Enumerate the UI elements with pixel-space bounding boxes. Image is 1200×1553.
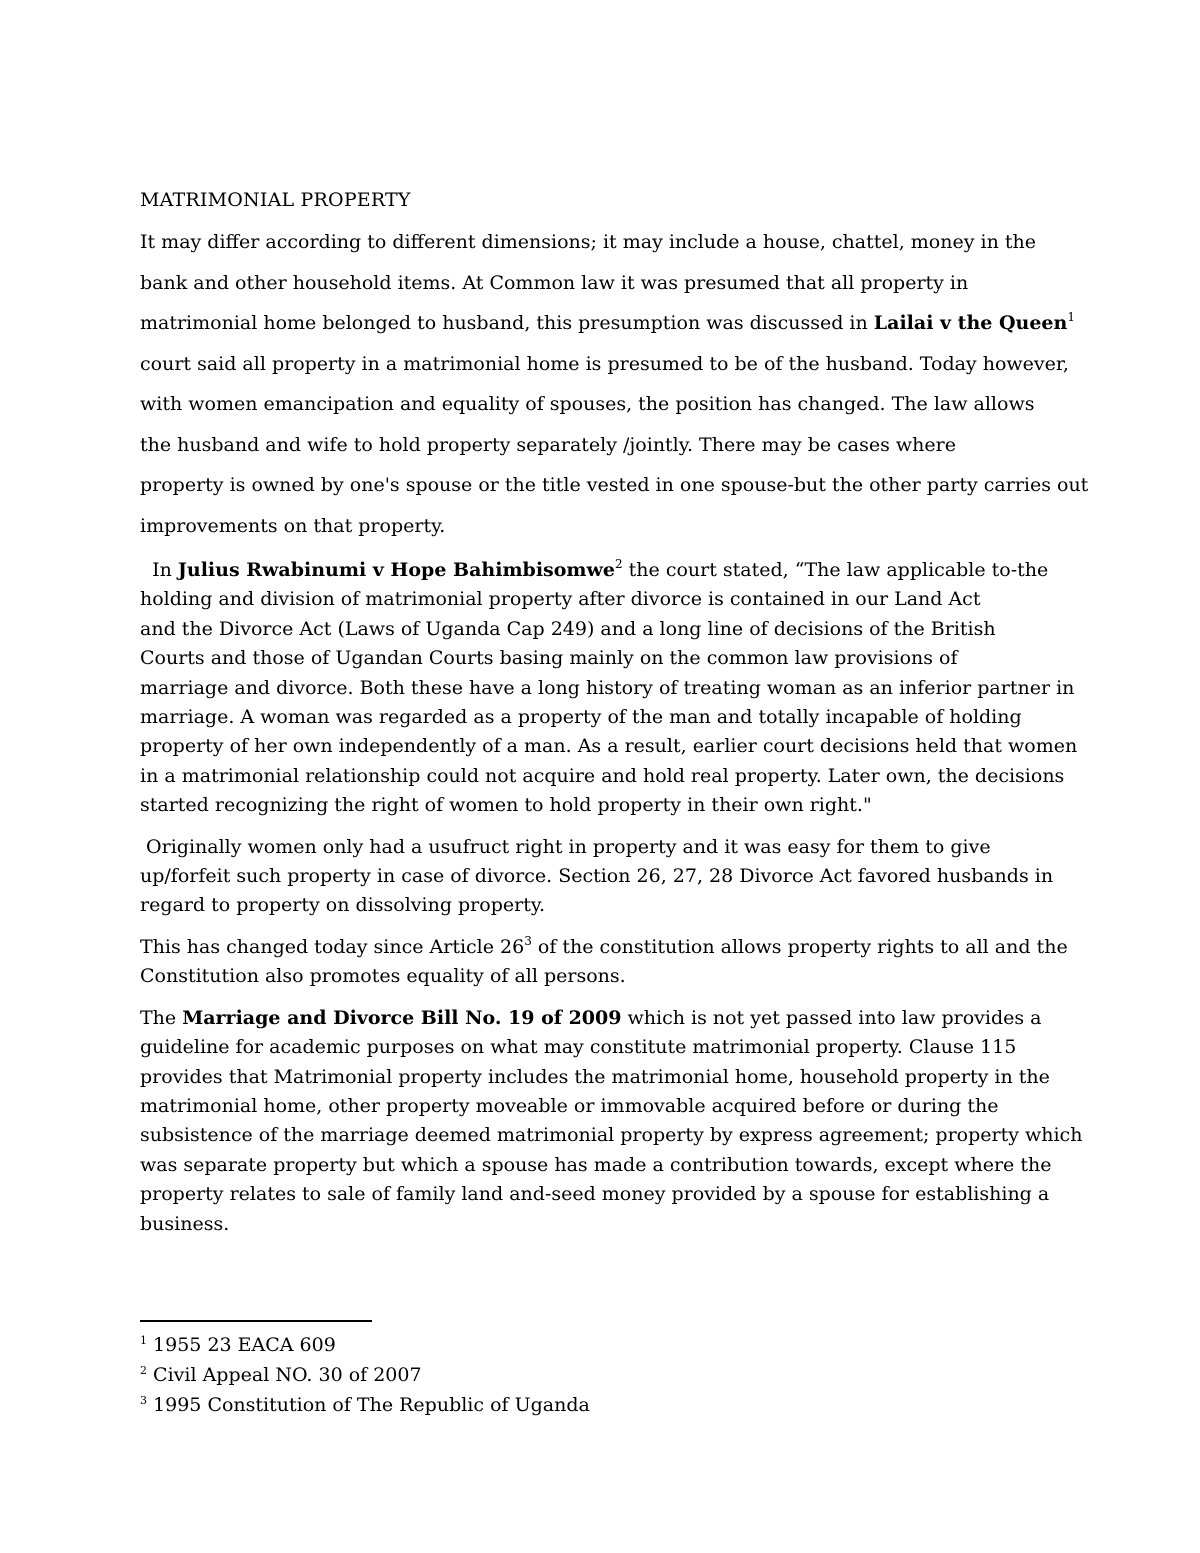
document-page	[140, 186, 1089, 1251]
text-line: and the Divorce Act (Laws of Uganda Cap 249) and a long line of decisions of the British	[140, 617, 996, 640]
text-line	[140, 1004, 1062, 1033]
text-run: of the constitution allows property rights to all and the	[531, 935, 1068, 958]
text-run: matrimonial home belonged to husband, this presumption was discussed in	[140, 312, 874, 334]
case-name-lailai: Lailai v the Queen	[873, 312, 1068, 334]
footnote-text: Civil Appeal NO. 30 of 2007	[153, 1364, 422, 1386]
page-title: MATRIMONIAL PROPERTY	[140, 189, 411, 211]
text-line	[140, 303, 1075, 344]
footnote-mark: 1	[140, 1334, 147, 1347]
text-line: up/forfeit such property in case of divorce. Section 26, 27, 28 Divorce Act favored husbands in	[140, 865, 1054, 888]
footnotes	[140, 1330, 840, 1420]
text-line: guideline for academic purposes on what may constitute matrimonial property. Clause 115	[140, 1036, 1017, 1059]
text-line: property of her own independently of a man. As a result, earlier court decisions held that women	[140, 735, 1078, 758]
text-run: which is not yet passed into law provides a	[621, 1006, 1042, 1029]
footnote-ref-3: 3	[524, 933, 532, 948]
text-line: provides that Matrimonial property includes the matrimonial home, household property in the	[140, 1065, 1050, 1088]
footnote-mark: 3	[140, 1394, 147, 1407]
text-line: was separate property but which a spouse has made a contribution towards, except where the	[140, 1153, 1052, 1176]
text-line: the husband and wife to hold property separately /jointly. There may be cases where	[140, 433, 956, 456]
footnote-divider	[140, 1320, 372, 1322]
footnote-item	[140, 1360, 840, 1390]
paragraph-case-quote	[140, 556, 1078, 821]
text-line: Courts and those of Ugandan Courts basing mainly on the common law provisions of	[140, 647, 958, 670]
case-name-rwabinumi: Julius Rwabinumi v Hope Bahimbisomwe	[177, 559, 615, 581]
text-line: property relates to sale of family land and-seed money provided by a spouse for establishing a	[140, 1183, 1050, 1206]
footnote-item	[140, 1390, 840, 1420]
text-line	[140, 933, 1068, 962]
text-line: court said all property in a matrimonial home is presumed to be of the husband. Today however,	[140, 352, 1069, 375]
footnote-ref-2: 2	[614, 557, 623, 571]
text-line: in a matrimonial relationship could not acquire and hold real property. Later own, the decisions	[140, 764, 1065, 787]
text-run: This has changed today since Article 26	[140, 935, 525, 958]
text-line	[140, 556, 1062, 585]
text-line: Constitution also promotes equality of all persons.	[140, 965, 626, 988]
footnote-item	[140, 1330, 840, 1360]
text-line: matrimonial home, other property moveable or immovable acquired before or during the	[140, 1094, 999, 1117]
text-line: property is owned by one's spouse or the title vested in one spouse-but the other party carries out	[140, 474, 1089, 496]
text-run: the court stated, “The law applicable to-the	[622, 559, 1049, 581]
paragraph-intro	[140, 222, 1089, 546]
text-run: The	[140, 1006, 183, 1029]
text-line: improvements on that property.	[140, 514, 446, 537]
footnote-text: 1995 Constitution of The Republic of Uganda	[153, 1394, 590, 1416]
footnote-text: 1955 23 EACA 609	[153, 1334, 336, 1356]
text-line	[140, 833, 1062, 862]
text-line: with women emancipation and equality of spouses, the position has changed. The law allows	[140, 393, 1035, 415]
text-line: holding and division of matrimonial property after divorce is contained in our Land Act	[140, 588, 981, 611]
text-line: started recognizing the right of women to hold property in their own right."	[140, 794, 872, 817]
paragraph-bill	[140, 1004, 1083, 1239]
text-line: It may differ according to different dimensions; it may include a house, chattel, money in the	[140, 231, 1036, 253]
text-line: marriage. A woman was regarded as a property of the man and totally incapable of holding	[140, 706, 1022, 729]
text-run: Originally women only had a usufruct right in property and it was easy for them to give	[146, 835, 991, 858]
text-line: bank and other household items. At Common law it was presumed that all property in	[140, 271, 969, 294]
text-run: In	[152, 559, 178, 581]
text-line: regard to property on dissolving property.	[140, 894, 546, 917]
text-line: subsistence of the marriage deemed matrimonial property by express agreement; property which	[140, 1124, 1083, 1147]
footnote-ref-1: 1	[1067, 310, 1075, 324]
text-line: business.	[140, 1212, 230, 1235]
paragraph-usufruct	[140, 833, 1062, 921]
footnote-mark: 2	[140, 1364, 147, 1377]
bill-name: Marriage and Divorce Bill No. 19 of 2009	[182, 1006, 622, 1029]
paragraph-constitution	[140, 933, 1068, 992]
text-line: marriage and divorce. Both these have a long history of treating woman as an inferior partner in	[140, 676, 1075, 699]
